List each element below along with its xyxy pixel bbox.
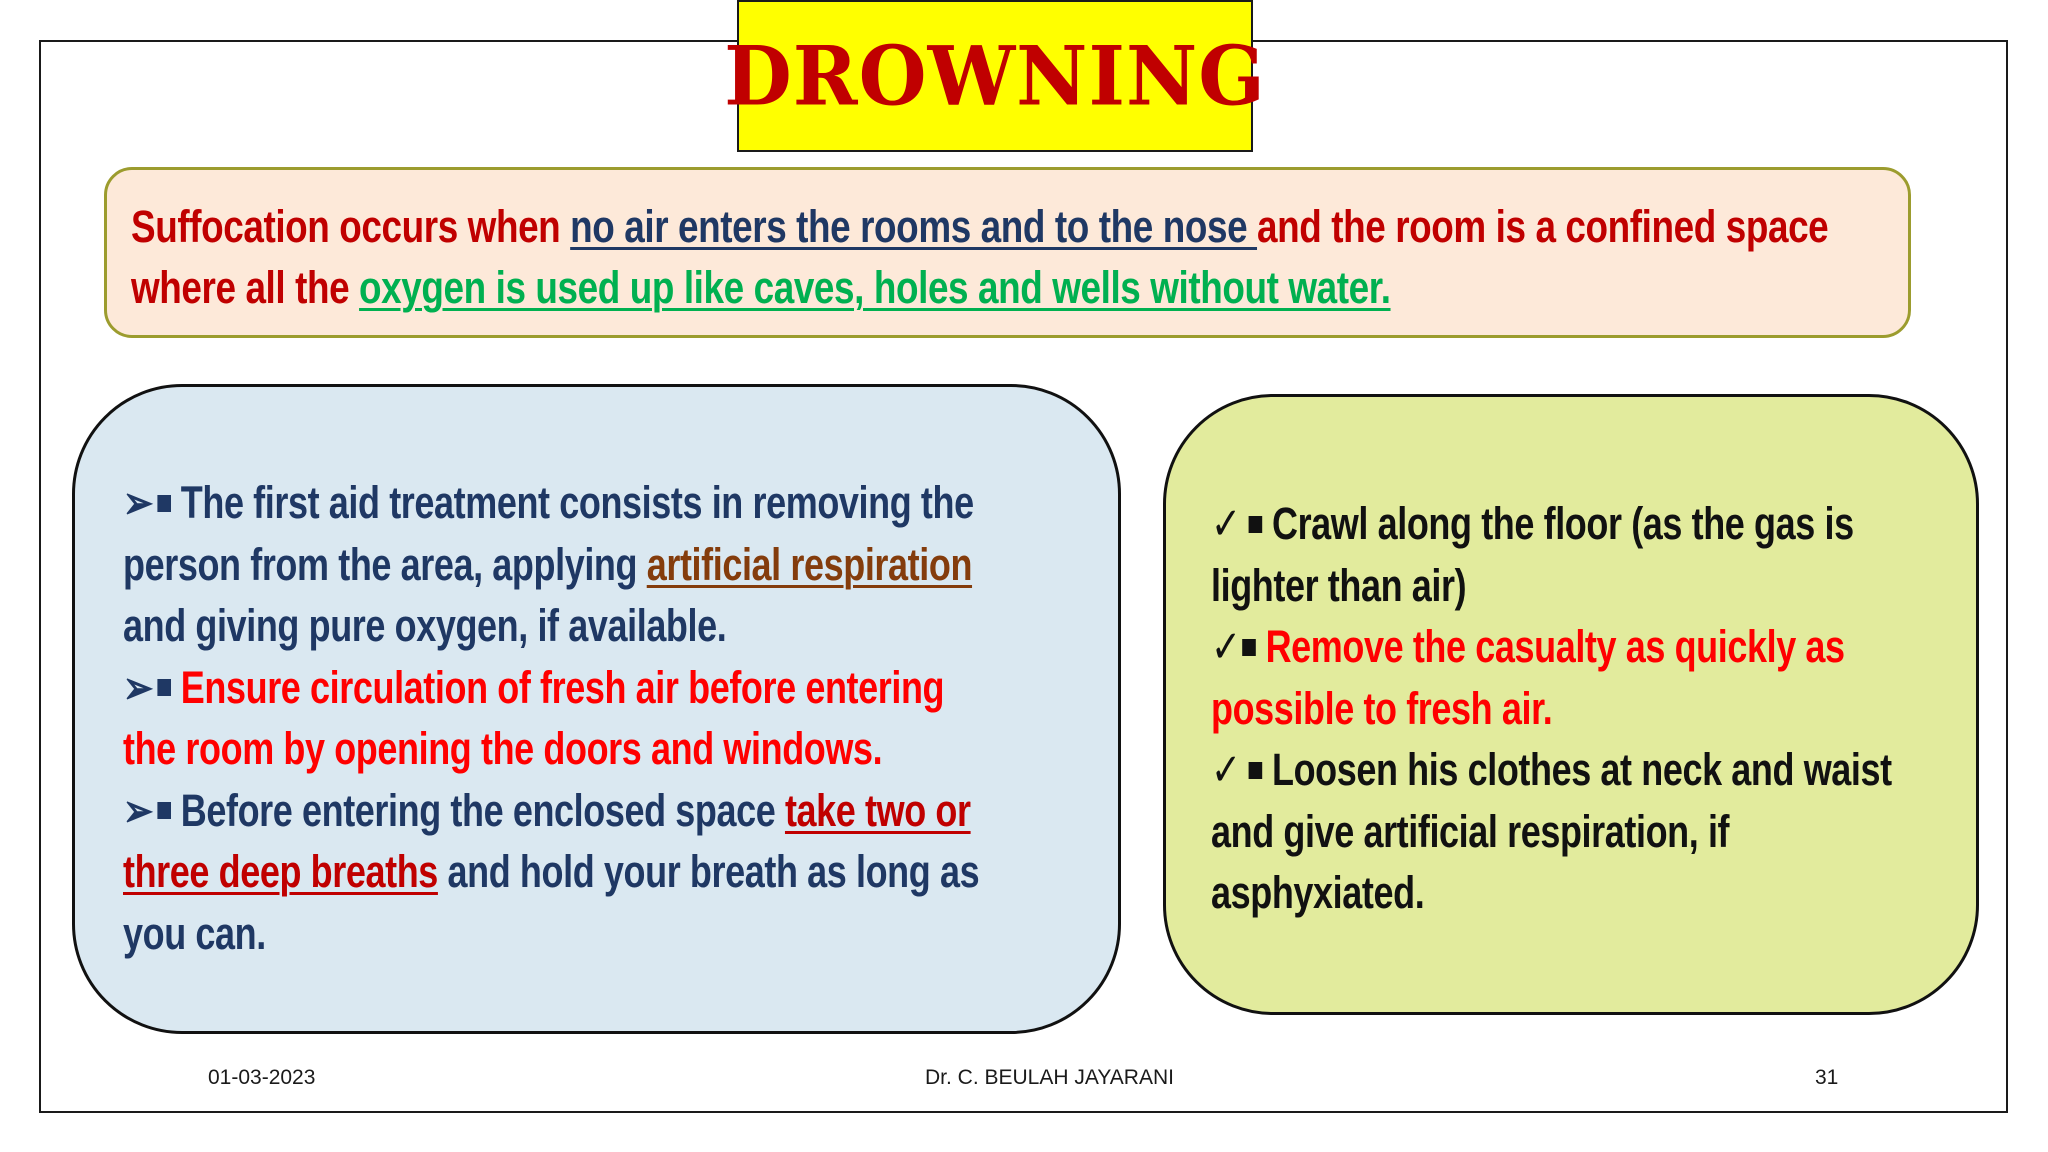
square-bullet-icon [158, 802, 172, 819]
title-box [724, 0, 1266, 152]
intro-part3: and the room is a confined space [1257, 201, 1829, 252]
list-item [1211, 493, 1979, 555]
arrow-bullet-icon: ➢ [123, 661, 153, 713]
item3-line1a: Before entering the enclosed space [180, 784, 785, 836]
list-item-continuation [1211, 555, 1979, 617]
intro-line-2 [131, 257, 1853, 318]
square-bullet-icon [1242, 639, 1256, 656]
intro-line-1 [131, 196, 1853, 257]
list-item-continuation [1211, 678, 1979, 740]
item3-line2b: and hold your breath as long as [437, 846, 980, 897]
r-item3-line1: Loosen his clothes at neck and waist [1271, 744, 1892, 795]
list-item [1211, 616, 1979, 678]
r-item2-line2: possible to fresh air. [1211, 682, 1553, 734]
artificial-respiration-text: artificial respiration [646, 538, 973, 590]
slide-number: 31 [1815, 1066, 1839, 1089]
footer-author: Dr. C. BEULAH JAYARANI [925, 1066, 1174, 1089]
actions-panel [1163, 394, 1979, 1015]
slide-title: DROWNING [724, 28, 1266, 124]
list-item-continuation [123, 718, 1075, 780]
list-item-continuation [123, 903, 1075, 965]
square-bullet-icon [158, 679, 172, 696]
list-item [123, 780, 1075, 842]
list-item [123, 657, 1075, 719]
check-icon: ✓ [1211, 743, 1241, 796]
r-item1-line2: lighter than air) [1211, 559, 1467, 611]
r-item1-line1: Crawl along the floor (as the gas is [1271, 498, 1854, 549]
square-bullet-icon [158, 495, 172, 512]
intro-box [104, 167, 1911, 338]
list-item-continuation [1211, 801, 1979, 863]
square-bullet-icon [1249, 516, 1263, 533]
item2-line1: Ensure circulation of fresh air before entering [180, 661, 945, 713]
r-item3-line3: asphyxiated. [1211, 867, 1425, 918]
item1-line1: The first aid treatment consists in removing the [180, 477, 974, 528]
list-item-continuation [123, 595, 1075, 657]
arrow-bullet-icon: ➢ [123, 477, 153, 528]
footer-date: 01-03-2023 [208, 1066, 316, 1089]
item2-line2: the room by opening the doors and windows. [123, 723, 883, 774]
arrow-bullet-icon: ➢ [123, 784, 153, 836]
square-bullet-icon [1249, 762, 1263, 779]
intro-part2: no air enters the rooms and to the nose [570, 201, 1258, 252]
actions-list [1211, 493, 1979, 924]
check-icon: ✓ [1211, 620, 1241, 673]
item1-line3: and giving pure oxygen, if available. [123, 600, 727, 651]
item3-line3: you can. [123, 907, 266, 959]
r-item3-line2: and give artificial respiration, if [1211, 805, 1730, 857]
intro-part4: where all the [131, 262, 360, 313]
intro-part1: Suffocation occurs when [131, 201, 571, 252]
deep-breaths-text: three deep breaths [123, 846, 438, 897]
item3-line1b: take two or [784, 784, 971, 836]
list-item-continuation [123, 841, 1075, 903]
first-aid-list [123, 472, 1075, 964]
check-icon: ✓ [1211, 497, 1241, 550]
intro-part5: oxygen is used up like caves, holes and wells without water. [359, 262, 1391, 313]
r-item2-line1: Remove the casualty as quickly as [1265, 621, 1845, 672]
list-item-continuation [1211, 862, 1979, 924]
list-item-continuation [123, 534, 1075, 596]
intro-text [131, 196, 1853, 318]
item1-line2a: person from the area, applying [123, 538, 647, 590]
list-item [123, 472, 1075, 534]
list-item [1211, 739, 1979, 801]
first-aid-panel [72, 384, 1121, 1034]
